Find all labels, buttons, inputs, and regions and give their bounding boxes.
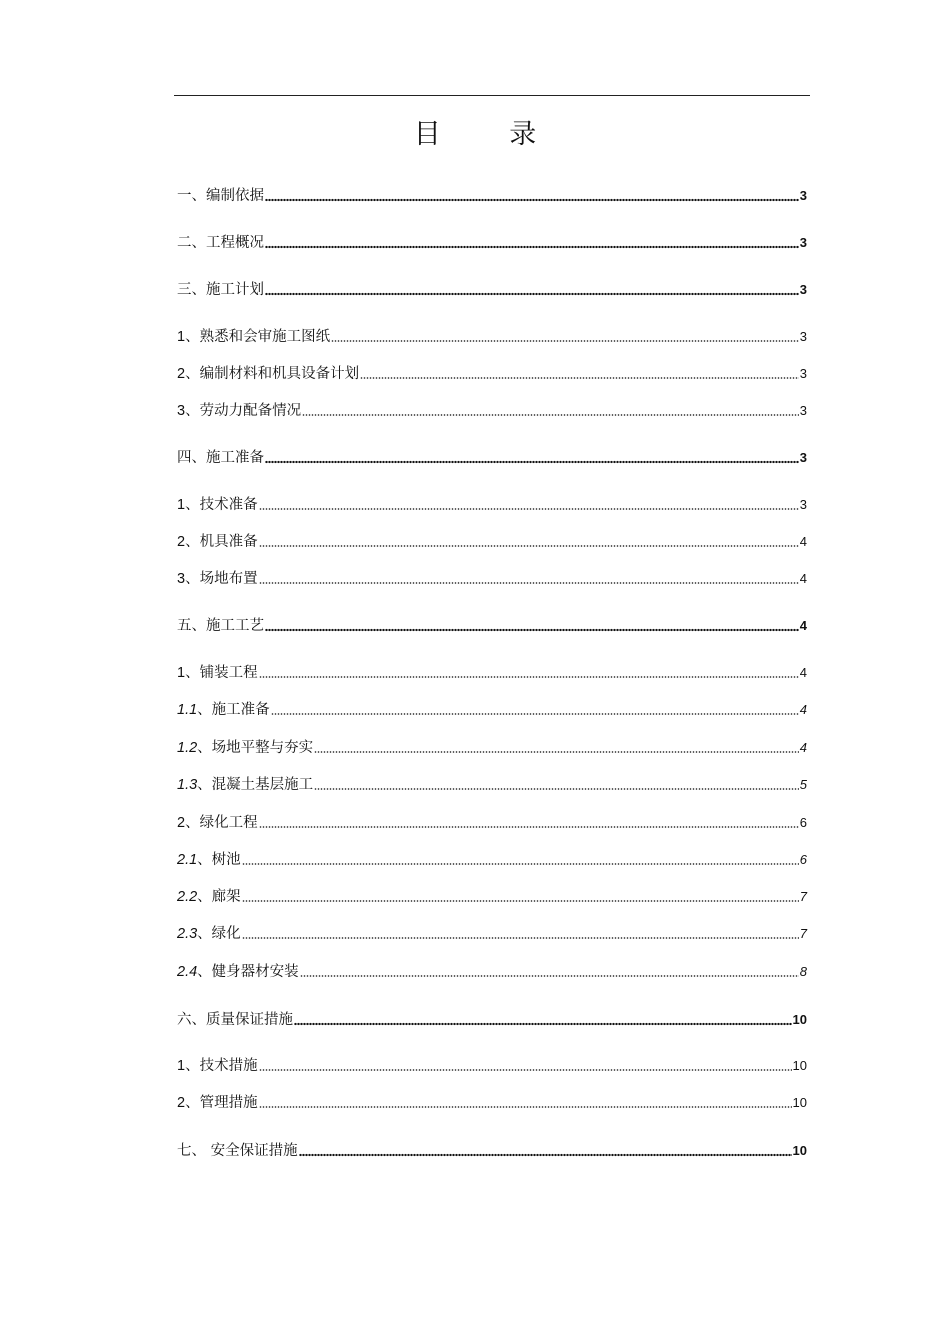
dot-leader — [360, 376, 799, 380]
dot-leader — [242, 899, 799, 903]
page-number: 3 — [799, 329, 807, 344]
page-number: 7 — [799, 889, 807, 904]
dot-leader — [265, 628, 799, 632]
dot-leader — [259, 675, 799, 679]
dot-leader — [259, 544, 799, 548]
dot-leader — [271, 712, 799, 716]
page-number: 10 — [792, 1095, 807, 1110]
toc-entry[interactable]: 五、施工工艺 4 — [177, 618, 807, 634]
dot-leader — [302, 413, 799, 417]
dot-leader — [300, 974, 799, 978]
toc-entry[interactable]: 三、施工计划 3 — [177, 282, 807, 298]
page-number: 3 — [799, 188, 807, 203]
page-number: 5 — [799, 777, 807, 792]
page-number: 10 — [792, 1012, 807, 1027]
toc-entry[interactable]: 六、质量保证措施 10 — [177, 1012, 807, 1028]
dot-leader — [259, 507, 799, 511]
toc-entry[interactable]: 四、施工准备 3 — [177, 450, 807, 466]
page-number: 4 — [799, 665, 807, 680]
toc-entry[interactable]: 1、熟悉和会审施工图纸 3 — [177, 329, 807, 345]
toc-entry[interactable]: 2.3、绿化 7 — [177, 926, 807, 942]
page-number: 6 — [799, 852, 807, 867]
toc-entry[interactable]: 2.1、树池 6 — [177, 852, 807, 868]
page-number: 3 — [799, 366, 807, 381]
toc-entry[interactable]: 2.4、健身器材安装 8 — [177, 964, 807, 980]
toc-entry[interactable]: 七、 安全保证措施 10 — [177, 1143, 807, 1159]
toc-entry[interactable]: 二、工程概况 3 — [177, 235, 807, 251]
toc-entry[interactable]: 2、编制材料和机具设备计划 3 — [177, 366, 807, 382]
toc-entry[interactable]: 1、技术准备 3 — [177, 497, 807, 513]
dot-leader — [259, 1105, 792, 1109]
dot-leader — [314, 750, 799, 754]
page-number: 4 — [799, 740, 807, 755]
page-number: 10 — [792, 1058, 807, 1073]
dot-leader — [265, 292, 799, 296]
page-number: 3 — [799, 403, 807, 418]
page-number: 3 — [799, 282, 807, 297]
dot-leader — [265, 198, 799, 202]
page-number: 4 — [799, 618, 807, 633]
dot-leader — [265, 245, 799, 249]
toc-entry[interactable]: 1.2、场地平整与夯实 4 — [177, 740, 807, 756]
toc-entry[interactable]: 1.3、混凝土基层施工 5 — [177, 777, 807, 793]
toc-entry[interactable]: 1、技术措施 10 — [177, 1058, 807, 1074]
dot-leader — [299, 1153, 792, 1157]
page-title: 目 录 — [413, 119, 567, 150]
toc-entry[interactable]: 2、机具准备 4 — [177, 534, 807, 550]
page-number: 6 — [799, 815, 807, 830]
page-number: 7 — [799, 926, 807, 941]
dot-leader — [265, 460, 799, 464]
toc-entry[interactable]: 3、劳动力配备情况 3 — [177, 403, 807, 419]
dot-leader — [294, 1022, 792, 1026]
page-number: 8 — [799, 964, 807, 979]
dot-leader — [331, 339, 799, 343]
toc-entry[interactable]: 2、绿化工程 6 — [177, 815, 807, 831]
header-rule — [174, 95, 810, 96]
page-number: 3 — [799, 497, 807, 512]
dot-leader — [242, 862, 799, 866]
dot-leader — [314, 787, 799, 791]
page-number: 4 — [799, 571, 807, 586]
dot-leader — [259, 825, 799, 829]
page-number: 3 — [799, 235, 807, 250]
dot-leader — [242, 936, 799, 940]
toc-entry[interactable]: 3、场地布置 4 — [177, 571, 807, 587]
dot-leader — [259, 1068, 792, 1072]
toc-entry[interactable]: 一、编制依据 3 — [177, 188, 807, 204]
page-number: 4 — [799, 702, 807, 717]
page-number: 3 — [799, 450, 807, 465]
page-number: 10 — [792, 1143, 807, 1158]
page-number: 4 — [799, 534, 807, 549]
toc-entry[interactable]: 2、管理措施 10 — [177, 1095, 807, 1111]
dot-leader — [259, 581, 799, 585]
toc-entry[interactable]: 1、铺装工程 4 — [177, 665, 807, 681]
toc-entry[interactable]: 2.2、廊架 7 — [177, 889, 807, 905]
toc-entry[interactable]: 1.1、施工准备 4 — [177, 702, 807, 718]
